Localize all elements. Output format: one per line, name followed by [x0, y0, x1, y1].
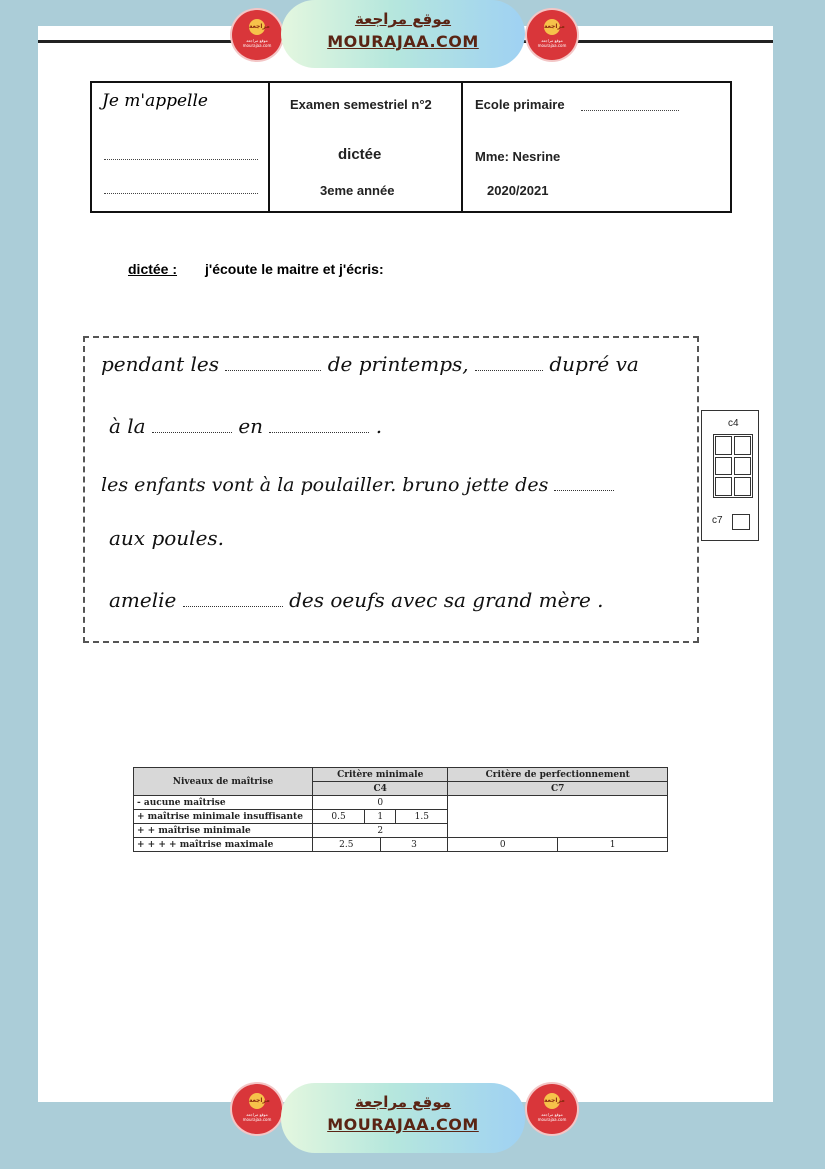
site-logo-right-bottom[interactable]	[527, 1084, 577, 1134]
logo-badge: مراجعة	[544, 1093, 560, 1109]
criteria-score-box	[701, 410, 759, 541]
text-fragment: des oeufs avec sa grand mère .	[289, 588, 604, 612]
dictation-line-5	[109, 588, 604, 612]
blank-field[interactable]	[269, 424, 369, 433]
blank-field[interactable]	[225, 362, 321, 371]
text-fragment: les enfants vont à la poulailler. bruno jette des	[101, 474, 549, 496]
c4-score-grid[interactable]	[713, 434, 753, 498]
site-banner-top[interactable]	[281, 0, 525, 68]
text-fragment: dupré va	[549, 352, 639, 376]
score-value: 3	[380, 838, 448, 852]
table-row	[134, 838, 668, 852]
score-cell[interactable]	[734, 436, 751, 455]
exam-title: Examen semestriel n°2	[290, 97, 432, 112]
school-line[interactable]	[581, 110, 679, 111]
empty-cell	[448, 796, 668, 838]
score-cell[interactable]	[715, 477, 732, 496]
table-header-level: Niveaux de maîtrise	[134, 768, 313, 796]
name-line-1[interactable]	[104, 159, 258, 160]
exam-subject: dictée	[338, 146, 382, 163]
blank-field[interactable]	[183, 598, 283, 607]
banner-site-url[interactable]: MOURAJAA.COM	[327, 1115, 479, 1134]
score-value: 0	[313, 796, 448, 810]
dictation-instruction: j'écoute le maitre et j'écris:	[205, 261, 384, 277]
level-label: + + + + maîtrise maximale	[134, 838, 313, 852]
site-logo-left[interactable]	[232, 10, 282, 60]
logo-caption: موقع مراجعة mourajaa.com	[242, 38, 272, 48]
banner-arabic-title: موقع مراجعة	[354, 1093, 452, 1111]
blank-field[interactable]	[152, 424, 232, 433]
grading-table	[133, 767, 668, 852]
table-header-c7: C7	[448, 782, 668, 796]
text-fragment: amelie	[109, 588, 177, 612]
site-logo-left-bottom[interactable]	[232, 1084, 282, 1134]
text-fragment: en	[238, 414, 264, 438]
banner-site-url[interactable]: MOURAJAA.COM	[327, 32, 479, 51]
dictation-box	[83, 336, 699, 643]
student-name-cell	[92, 83, 270, 211]
text-fragment: .	[375, 414, 383, 438]
logo-caption: موقع مراجعة mourajaa.com	[242, 1112, 272, 1122]
logo-badge: مراجعة	[544, 19, 560, 35]
dictation-line-4	[109, 526, 224, 550]
score-cell[interactable]	[715, 457, 732, 476]
exam-header	[90, 81, 732, 213]
score-value: 2	[313, 824, 448, 838]
blank-field[interactable]	[475, 362, 543, 371]
name-line-2[interactable]	[104, 193, 258, 194]
dictation-line-1	[101, 352, 639, 376]
level-label: + maîtrise minimale insuffisante	[134, 810, 313, 824]
dictation-line-2	[109, 414, 382, 438]
site-logo-right[interactable]	[527, 10, 577, 60]
dictation-heading: dictée :	[128, 261, 178, 277]
c4-label: c4	[728, 418, 739, 429]
score-cell[interactable]	[734, 477, 751, 496]
blank-field[interactable]	[554, 482, 614, 491]
table-header-minimal: Critère minimale	[313, 768, 448, 782]
score-value: 1	[365, 810, 396, 824]
logo-caption: موقع مراجعة mourajaa.com	[537, 1112, 567, 1122]
text-fragment: de printemps,	[327, 352, 469, 376]
logo-badge: مراجعة	[249, 1093, 265, 1109]
table-header-perfection: Critère de perfectionnement	[448, 768, 668, 782]
score-cell[interactable]	[734, 457, 751, 476]
text-fragment: à la	[109, 414, 146, 438]
teacher-name: Mme: Nesrine	[475, 149, 561, 164]
logo-caption: موقع مراجعة mourajaa.com	[537, 38, 567, 48]
site-banner-bottom[interactable]	[281, 1083, 525, 1153]
c7-label: c7	[712, 515, 723, 526]
school-year: 2020/2021	[487, 183, 549, 198]
school-info-cell	[463, 83, 730, 211]
text-fragment: pendant les	[101, 352, 220, 376]
exam-grade: 3eme année	[320, 183, 395, 198]
table-row	[134, 796, 668, 810]
score-value: 1	[558, 838, 668, 852]
text-fragment: aux poules.	[109, 526, 225, 550]
table-header-c4: C4	[313, 782, 448, 796]
exam-info-cell	[270, 83, 463, 211]
level-label: - aucune maîtrise	[134, 796, 313, 810]
name-label: Je m'appelle	[102, 91, 208, 111]
c7-score-cell[interactable]	[732, 514, 750, 530]
score-value: 0.5	[313, 810, 365, 824]
score-cell[interactable]	[715, 436, 732, 455]
banner-arabic-title: موقع مراجعة	[354, 10, 452, 28]
dictation-line-3	[101, 474, 614, 496]
school-label: Ecole primaire	[475, 97, 565, 112]
score-value: 1.5	[396, 810, 448, 824]
score-value: 0	[448, 838, 558, 852]
level-label: + + maîtrise minimale	[134, 824, 313, 838]
logo-badge: مراجعة	[249, 19, 265, 35]
score-value: 2.5	[313, 838, 381, 852]
